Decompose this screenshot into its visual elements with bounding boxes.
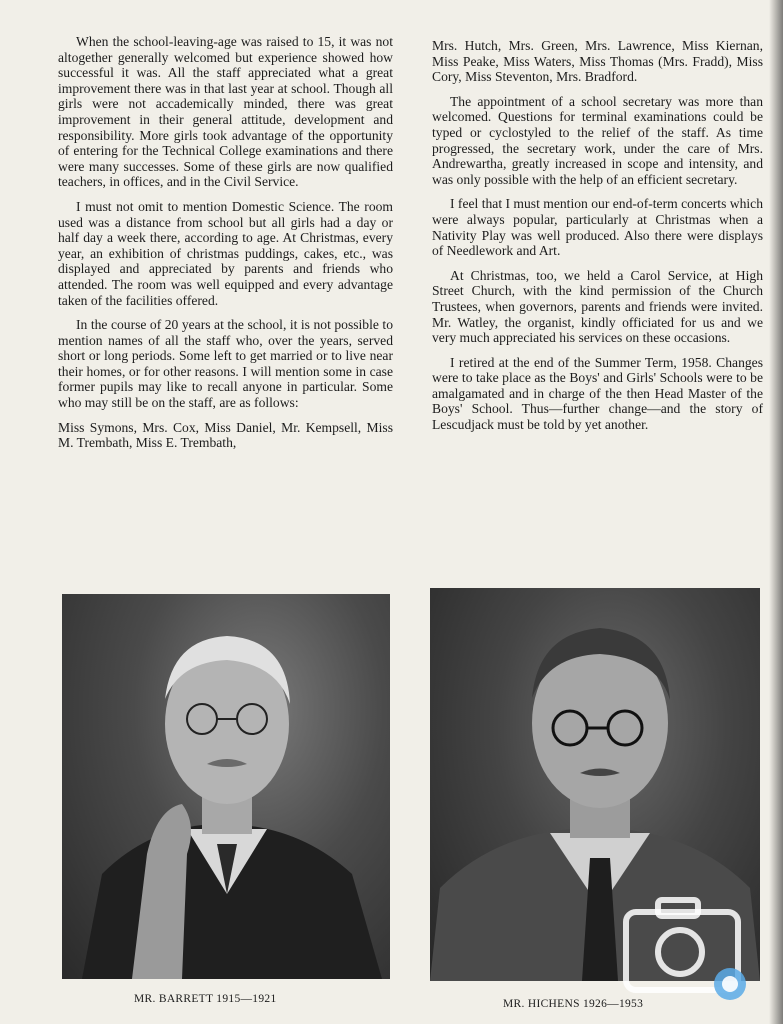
paragraph: At Christmas, too, we held a Carol Service, at High Street Church, with the kind permission of the Church Trustees, when governors, parents and friends were invited. Mr. Watley, the organist, kindly officiated for us and we very much appreciated his services on these occasions. <box>432 267 763 346</box>
paragraph: I feel that I must mention our end-of-term concerts which were always popular, particularly at Christmas when a Nativity Play was well produced. Also there were displays of Needlework and Art. <box>432 196 763 259</box>
page-edge-shadow <box>769 0 783 1024</box>
portrait-barrett-illustration <box>62 594 390 979</box>
photo-caption-barrett: MR. BARRETT 1915—1921 <box>134 993 277 1005</box>
paragraph: The appointment of a school secretary was more than welcomed. Questions for terminal examinations could be typed or cyclostyled to the relief of the staff. As time progressed, the secretary work, under the care of Mrs. Andrewartha, greatly increased in scope and intensity, and was only possible with the help of an efficient secretary. <box>432 93 763 187</box>
paragraph: I retired at the end of the Summer Term, 1958. Changes were to take place as the Boys' and Girls' Schools were to be amalgamated and in charge of the then Head Master of the Boys' School. Thus—further change—and the story of Lescudjack must be told by yet another. <box>432 354 763 433</box>
left-text-column <box>58 34 393 460</box>
paragraph: Miss Symons, Mrs. Cox, Miss Daniel, Mr. Kempsell, Miss M. Trembath, Miss E. Trembath, <box>58 419 393 451</box>
paragraph: I must not omit to mention Domestic Science. The room used was a distance from school but all girls had a day or half day a week there, according to age. At Christmas, every year, an exhibition of christmas puddings, cakes, etc., was displayed and appreciated by parents and friends who attended. The room was well equipped and every advantage taken of the facilities offered. <box>58 198 393 308</box>
photo-caption-hichens: MR. HICHENS 1926—1953 <box>503 998 644 1010</box>
portrait-photo-barrett <box>62 594 390 979</box>
right-text-column <box>432 38 763 442</box>
paragraph: When the school-leaving-age was raised to 15, it was not altogether generally welcomed but experience showed how successful it was. All the staff appreciated what a great improvement there was in that last year at school. Though all girls were not accademically minded, there was great improvement in their general attitude, development and responsibility. More girls took advantage of the opportunity of entering for the Technical College examinations and there were many successes. Some of these girls are now qualified teachers, in offices, and in the Civil Service. <box>58 34 393 190</box>
paragraph: Mrs. Hutch, Mrs. Green, Mrs. Lawrence, Miss Kiernan, Miss Peake, Miss Waters, Miss Thomas (Mrs. Fradd), Miss Cory, Miss Steventon, Mrs. Bradford. <box>432 38 763 85</box>
paragraph: In the course of 20 years at the school, it is not possible to mention names of all the staff who, over the years, served short or long periods. Some left to get married or to live near their homes, or for other reasons. I will mention some in case former pupils may like to recall anyone in particular. Some who may still be on the staff, are as follows: <box>58 317 393 411</box>
camera-watermark-icon <box>618 890 748 1010</box>
